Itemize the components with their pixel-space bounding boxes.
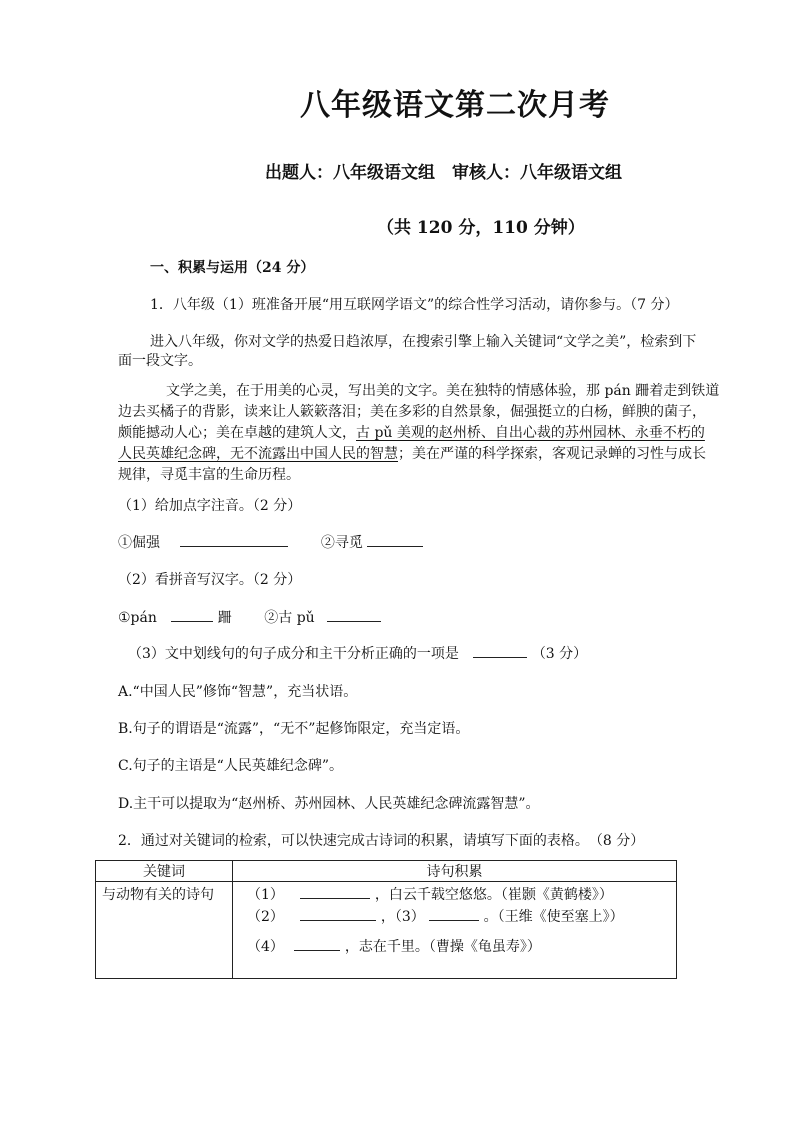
passage-line: 文学之美，在于用美的心灵，写出美的文字。美在独特的情感体验，那 pán 跚着走到铁道 (166, 383, 720, 399)
answer-blank[interactable] (300, 906, 376, 921)
answer-blank[interactable] (473, 643, 527, 658)
poem-line-text: ，（3） (380, 909, 425, 925)
sub-question-1: （1）给加点字注音。（2 分） (118, 498, 302, 514)
passage-text: ；美在严谨的科学探索，客观记录蝉的习性与成长 (398, 446, 706, 462)
option-a: A.“中国人民”修饰“智慧”，充当状语。 (118, 684, 358, 700)
answer-blank[interactable] (171, 607, 213, 622)
answer-blank[interactable] (180, 532, 288, 547)
item-gu-pu: ②古 pǔ (264, 610, 315, 626)
answer-blank[interactable] (367, 532, 423, 547)
underlined-sentence: 古 pǔ 美观的赵州桥、自出心裁的苏州园林、永垂不朽的 (356, 425, 705, 441)
passage-line: 规律，寻觅丰富的生命历程。 (118, 467, 300, 483)
exam-authors: 出题人：八年级语文组 审核人：八年级语文组 (265, 163, 622, 183)
table-header-poems: 诗句积累 (233, 861, 677, 882)
exam-title: 八年级语文第二次月考 (300, 88, 610, 123)
poem-table (95, 860, 677, 979)
option-c: C.句子的主语是“人民英雄纪念碑”。 (118, 758, 343, 774)
passage-line (118, 444, 788, 465)
sub-question-3-stem: （3）文中划线句的句子成分和主干分析正确的一项是 (128, 646, 459, 662)
exam-score-time: （共 120 分，110 分钟） (377, 218, 585, 238)
underlined-sentence: 人民英雄纪念碑，无不流露出中国人民的智慧 (118, 446, 398, 462)
section-heading: 一、积累与运用（24 分） (150, 260, 315, 276)
passage-text: 颇能撼动人心；美在卓越的建筑人文， (118, 425, 356, 441)
item-pan-shan: ①pán (118, 610, 157, 626)
item-xun-mi: ②寻觅 (320, 535, 363, 551)
table-row (96, 882, 677, 979)
question-1-intro-line-2: 面一段文字。 (118, 353, 202, 369)
poem-line-text: 。（王维《使至塞上》） (483, 909, 624, 925)
answer-blank[interactable] (300, 884, 370, 899)
table-header-row (96, 861, 677, 882)
passage-line (118, 423, 788, 444)
table-cell-keyword: 与动物有关的诗句 (96, 882, 233, 979)
item-pan-shan-tail: 跚 (217, 610, 232, 626)
answer-blank[interactable] (327, 607, 381, 622)
sub-question-1-items (118, 532, 423, 552)
poem-line-number: （2） (247, 909, 284, 925)
sub-question-2: （2）看拼音写汉字。（2 分） (118, 572, 302, 588)
poem-line-1 (247, 884, 676, 906)
sub-question-3-score: （3 分） (531, 646, 588, 662)
question-2-stem: 2．通过对关键词的检索，可以快速完成古诗词的积累，请填写下面的表格。 （8 分） (118, 833, 645, 849)
answer-blank[interactable] (429, 906, 479, 921)
option-d: D.主干可以提取为“赵州桥、苏州园林、人民英雄纪念碑流露智慧”。 (118, 796, 540, 812)
poem-line-text: ，志在千里。（曹操《龟虽寿》） (344, 939, 541, 955)
option-b: B.句子的谓语是“流露”，“无不”起修饰限定，充当定语。 (118, 721, 470, 737)
question-1-intro-line-1: 进入八年级，你对文学的热爱日趋浓厚，在搜索引擎上输入关键词“文学之美”，检索到下 (150, 334, 697, 350)
poem-line-2 (247, 906, 676, 928)
poem-line-number: （4） (247, 939, 284, 955)
question-1-stem: 1．八年级（1）班准备开展“用互联网学语文”的综合性学习活动，请你参与。（7 分） (150, 297, 679, 313)
poem-line-text: ，白云千载空悠悠。（崔颢《黄鹤楼》） (374, 887, 613, 903)
table-header-keyword: 关键词 (96, 861, 233, 882)
answer-blank[interactable] (294, 936, 340, 951)
table-cell-poems (233, 882, 677, 979)
poem-line-4 (247, 936, 676, 958)
poem-line-number: （1） (247, 887, 284, 903)
reading-passage (120, 381, 788, 486)
sub-question-2-items (118, 607, 381, 627)
passage-line: 边去买橘子的背影，读来让人簌簌落泪；美在多彩的自然景象，倔强挺立的白杨，鲜腴的菌子， (118, 404, 706, 420)
item-jue-qiang: ①倔强 (118, 535, 160, 551)
sub-question-3 (128, 643, 587, 663)
